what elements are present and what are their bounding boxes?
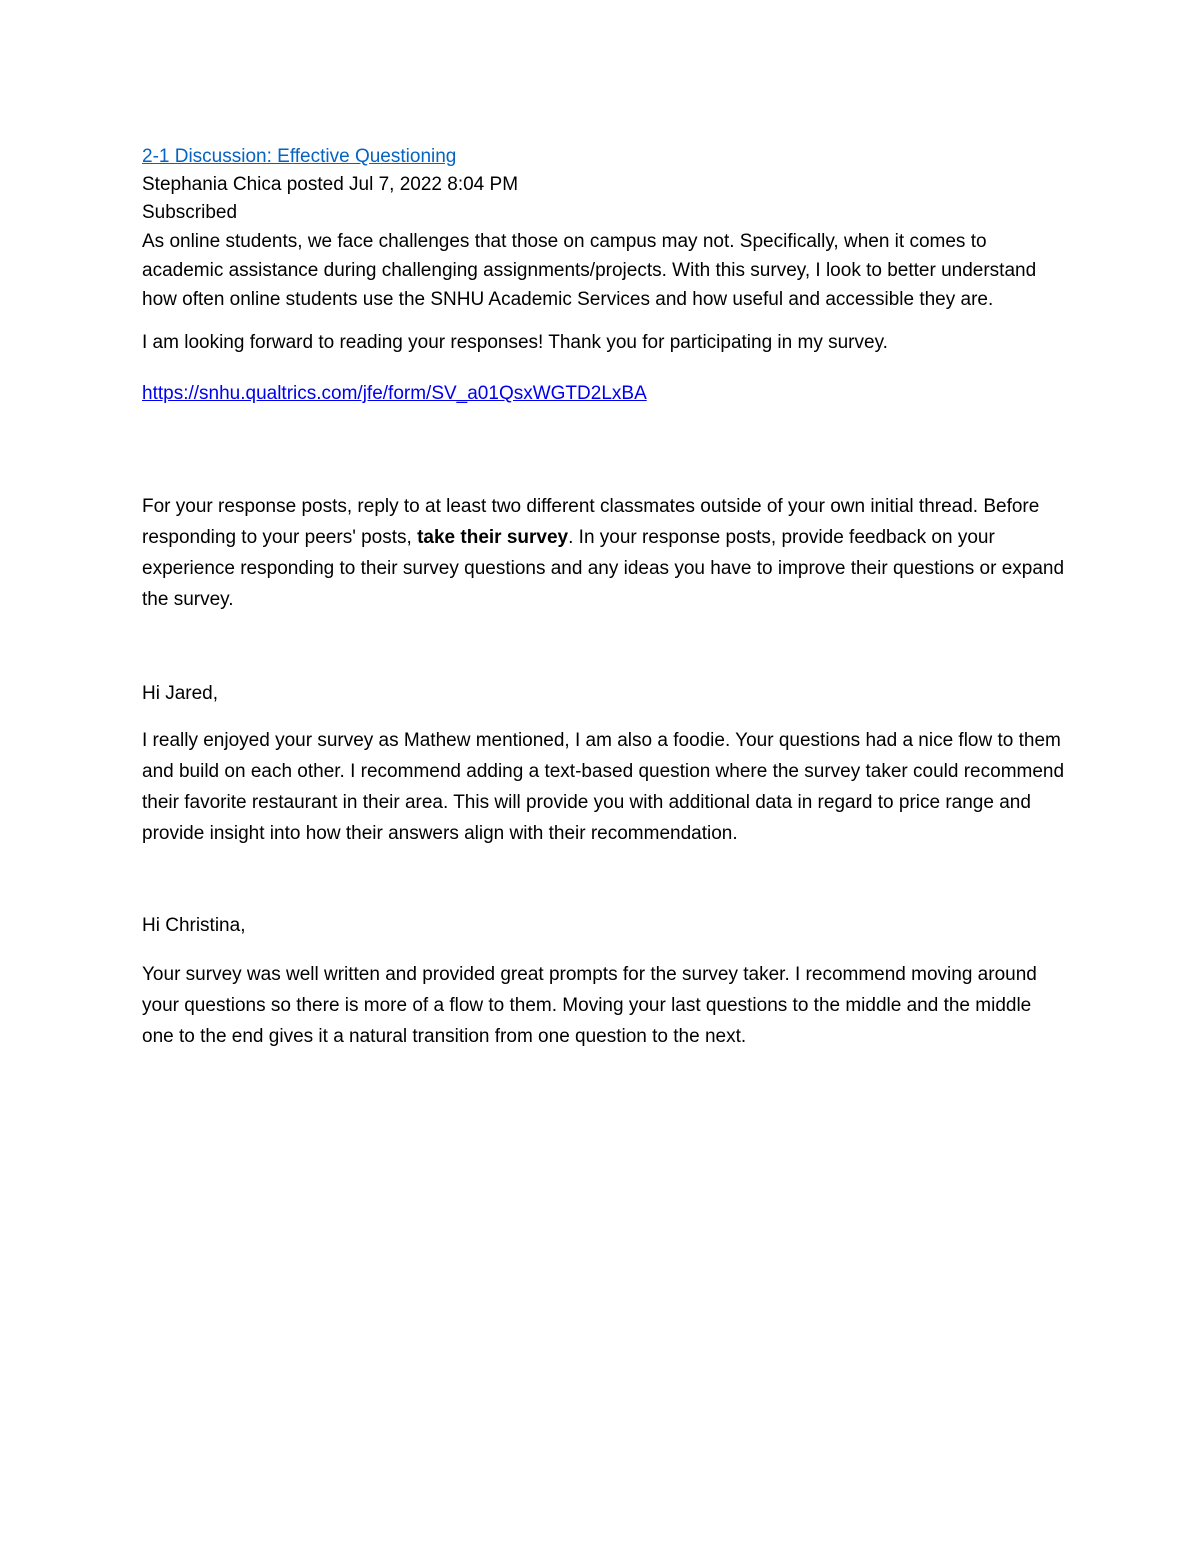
response-body: I really enjoyed your survey as Mathew mentioned, I am also a foodie. Your questions had a nice flow to them and build on each other. I recommend adding a text-based question where the survey taker could recommend their favorite restaurant in their area. This will provide you with additional data in regard to price range and provide insight into how their answers align with their recommendation. — [142, 730, 1065, 844]
survey-url-link[interactable]: https://snhu.qualtrics.com/jfe/form/SV_a01QsxWGTD2LxBA — [142, 383, 647, 404]
discussion-body: As online students, we face challenges that those on campus may not. Specifically, when it comes to academic assistance during challenging assignments/projects. With this survey, I look to better understand how often online students use the SNHU Academic Services and how useful and accessible they are. — [142, 231, 1037, 310]
response-greeting: Hi Jared, — [142, 683, 219, 704]
response-body: Your survey was well written and provided great prompts for the survey taker. I recommend moving around your questions so there is more of a flow to them. Moving your last questions to the middle and the middle one to the end gives it a natural transition from one question to the next. — [142, 964, 1037, 1047]
instructions-paragraph — [142, 491, 1067, 615]
discussion-closing: I am looking forward to reading your responses! Thank you for participating in my survey. — [142, 332, 888, 353]
subscribed-status: Subscribed — [142, 202, 238, 223]
discussion-header — [142, 143, 1067, 171]
survey-url-paragraph — [142, 379, 1067, 408]
discussion-title-link[interactable]: 2-1 Discussion: Effective Questioning — [142, 146, 457, 167]
posted-by-line: Stephania Chica posted Jul 7, 2022 8:04 PM — [142, 174, 519, 195]
response-greeting: Hi Christina, — [142, 915, 246, 936]
document-page — [142, 143, 1067, 1052]
instructions-text-1: For your response posts, reply to at least two different classmates outside of your own initial thread. Before responding to your peers' posts, — [142, 496, 1040, 548]
instructions-text-2: . In your response posts, provide feedback on your experience responding to their survey questions and any ideas you have to improve their questions or expand the survey. — [142, 527, 1065, 610]
instructions-bold-text: take their survey — [417, 527, 569, 548]
